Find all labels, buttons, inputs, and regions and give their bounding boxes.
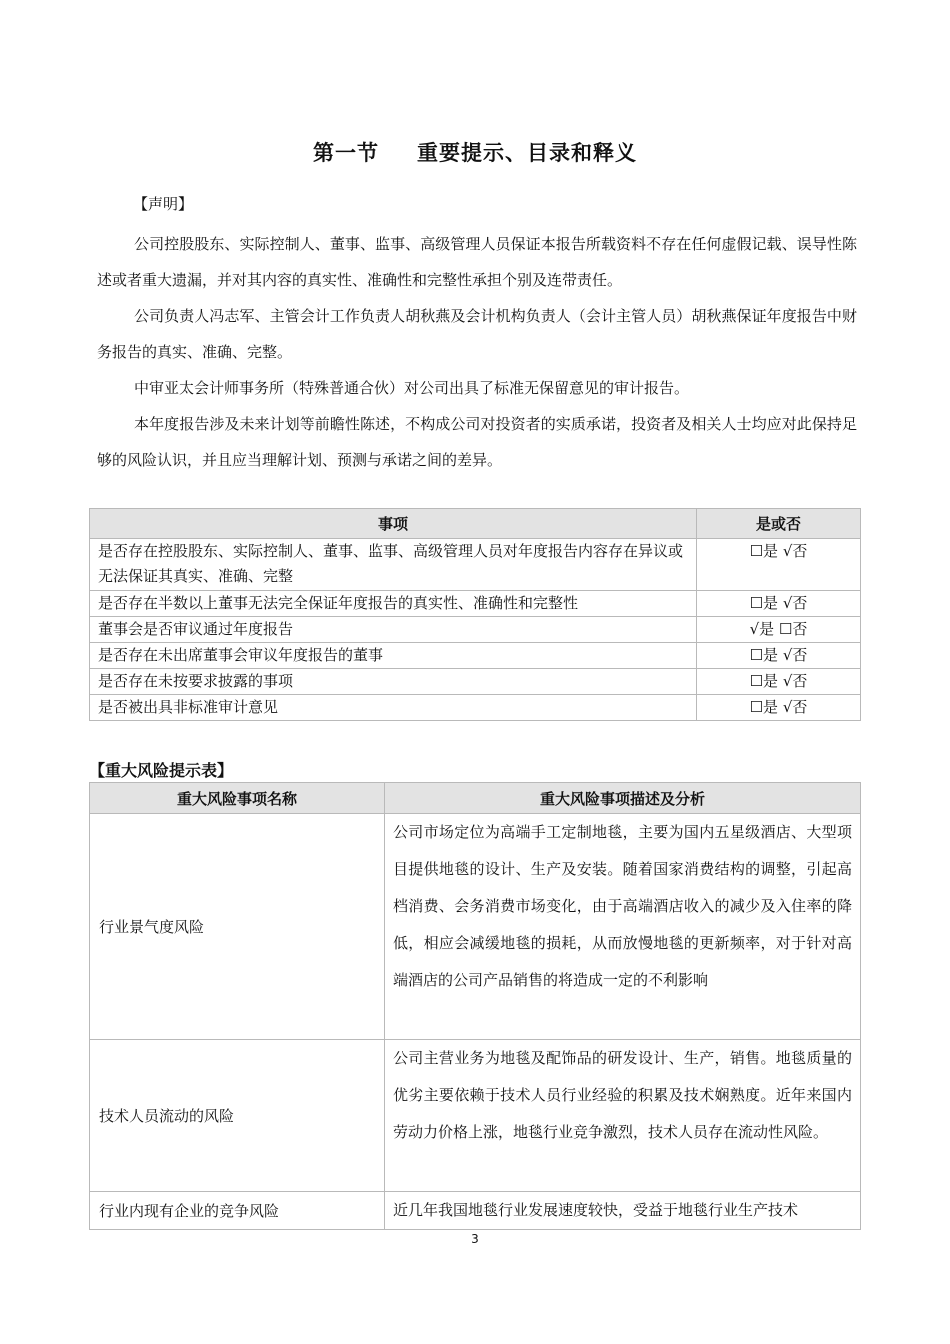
table-row — [90, 814, 861, 1040]
table-row — [90, 695, 861, 721]
matter-item: 是否存在半数以上董事无法完全保证年度报告的真实性、准确性和完整性 — [90, 591, 697, 617]
declaration-paragraph: 公司负责人冯志军、主管会计工作负责人胡秋燕及会计机构负责人（会计主管人员）胡秋燕保证年度报告中财务报告的真实、准确、完整。 — [97, 307, 857, 361]
section-number: 第一节 — [313, 141, 379, 165]
table-header-row — [90, 509, 861, 539]
risk-heading: 【重大风险提示表】 — [89, 761, 234, 780]
matter-answer: ☐是 √否 — [697, 669, 861, 695]
column-header: 重大风险事项名称 — [90, 783, 385, 814]
declaration-paragraph: 中审亚太会计师事务所（特殊普通合伙）对公司出具了标准无保留意见的审计报告。 — [134, 379, 690, 397]
page-title — [0, 137, 950, 167]
matter-item: 是否被出具非标准审计意见 — [90, 695, 697, 721]
matter-item: 是否存在控股股东、实际控制人、董事、监事、高级管理人员对年度报告内容存在异议或无法保证其真实、准确、完整 — [90, 539, 697, 591]
table-row — [90, 669, 861, 695]
matter-answer: ☐是 √否 — [697, 591, 861, 617]
matter-answer: √是 ☐否 — [697, 617, 861, 643]
table-row — [90, 643, 861, 669]
matter-answer: ☐是 √否 — [697, 695, 861, 721]
matter-item: 是否存在未出席董事会审议年度报告的董事 — [90, 643, 697, 669]
column-header: 事项 — [90, 509, 697, 539]
risk-table — [89, 782, 861, 1230]
matter-answer: ☐是 √否 — [697, 643, 861, 669]
table-header-row — [90, 783, 861, 814]
matter-answer: ☐是 √否 — [697, 539, 861, 591]
risk-description: 公司主营业务为地毯及配饰品的研发设计、生产，销售。地毯质量的优劣主要依赖于技术人员行业经验的积累及技术娴熟度。近年来国内劳动力价格上涨，地毯行业竞争激烈，技术人员存在流动性风险。 — [385, 1040, 861, 1192]
risk-description: 公司市场定位为高端手工定制地毯，主要为国内五星级酒店、大型项目提供地毯的设计、生产及安装。随着国家消费结构的调整，引起高档消费、会务消费市场变化，由于高端酒店收入的减少及入住率的降低，相应会减缓地毯的损耗，从而放慢地毯的更新频率，对于针对高端酒店的公司产品销售的将造成一定的不利影响 — [385, 814, 861, 1040]
declaration-paragraph: 公司控股股东、实际控制人、董事、监事、高级管理人员保证本报告所载资料不存在任何虚假记载、误导性陈述或者重大遗漏，并对其内容的真实性、准确性和完整性承担个别及连带责任。 — [97, 235, 857, 289]
declaration-heading: 【声明】 — [133, 195, 194, 213]
risk-name: 行业内现有企业的竞争风险 — [90, 1192, 385, 1230]
table-row — [90, 1192, 861, 1230]
table-row — [90, 617, 861, 643]
matters-table — [89, 508, 861, 721]
table-row — [90, 591, 861, 617]
matter-item: 董事会是否审议通过年度报告 — [90, 617, 697, 643]
risk-description: 近几年我国地毯行业发展速度较快，受益于地毯行业生产技术 — [385, 1192, 861, 1230]
column-header: 重大风险事项描述及分析 — [385, 783, 861, 814]
column-header: 是或否 — [697, 509, 861, 539]
risk-name: 技术人员流动的风险 — [90, 1040, 385, 1192]
table-row — [90, 539, 861, 591]
risk-name: 行业景气度风险 — [90, 814, 385, 1040]
table-row — [90, 1040, 861, 1192]
declaration-paragraph: 本年度报告涉及未来计划等前瞻性陈述，不构成公司对投资者的实质承诺，投资者及相关人士均应对此保持足够的风险认识，并且应当理解计划、预测与承诺之间的差异。 — [97, 415, 857, 469]
matter-item: 是否存在未按要求披露的事项 — [90, 669, 697, 695]
section-title: 重要提示、目录和释义 — [417, 141, 637, 165]
page-number: 3 — [471, 1232, 479, 1246]
